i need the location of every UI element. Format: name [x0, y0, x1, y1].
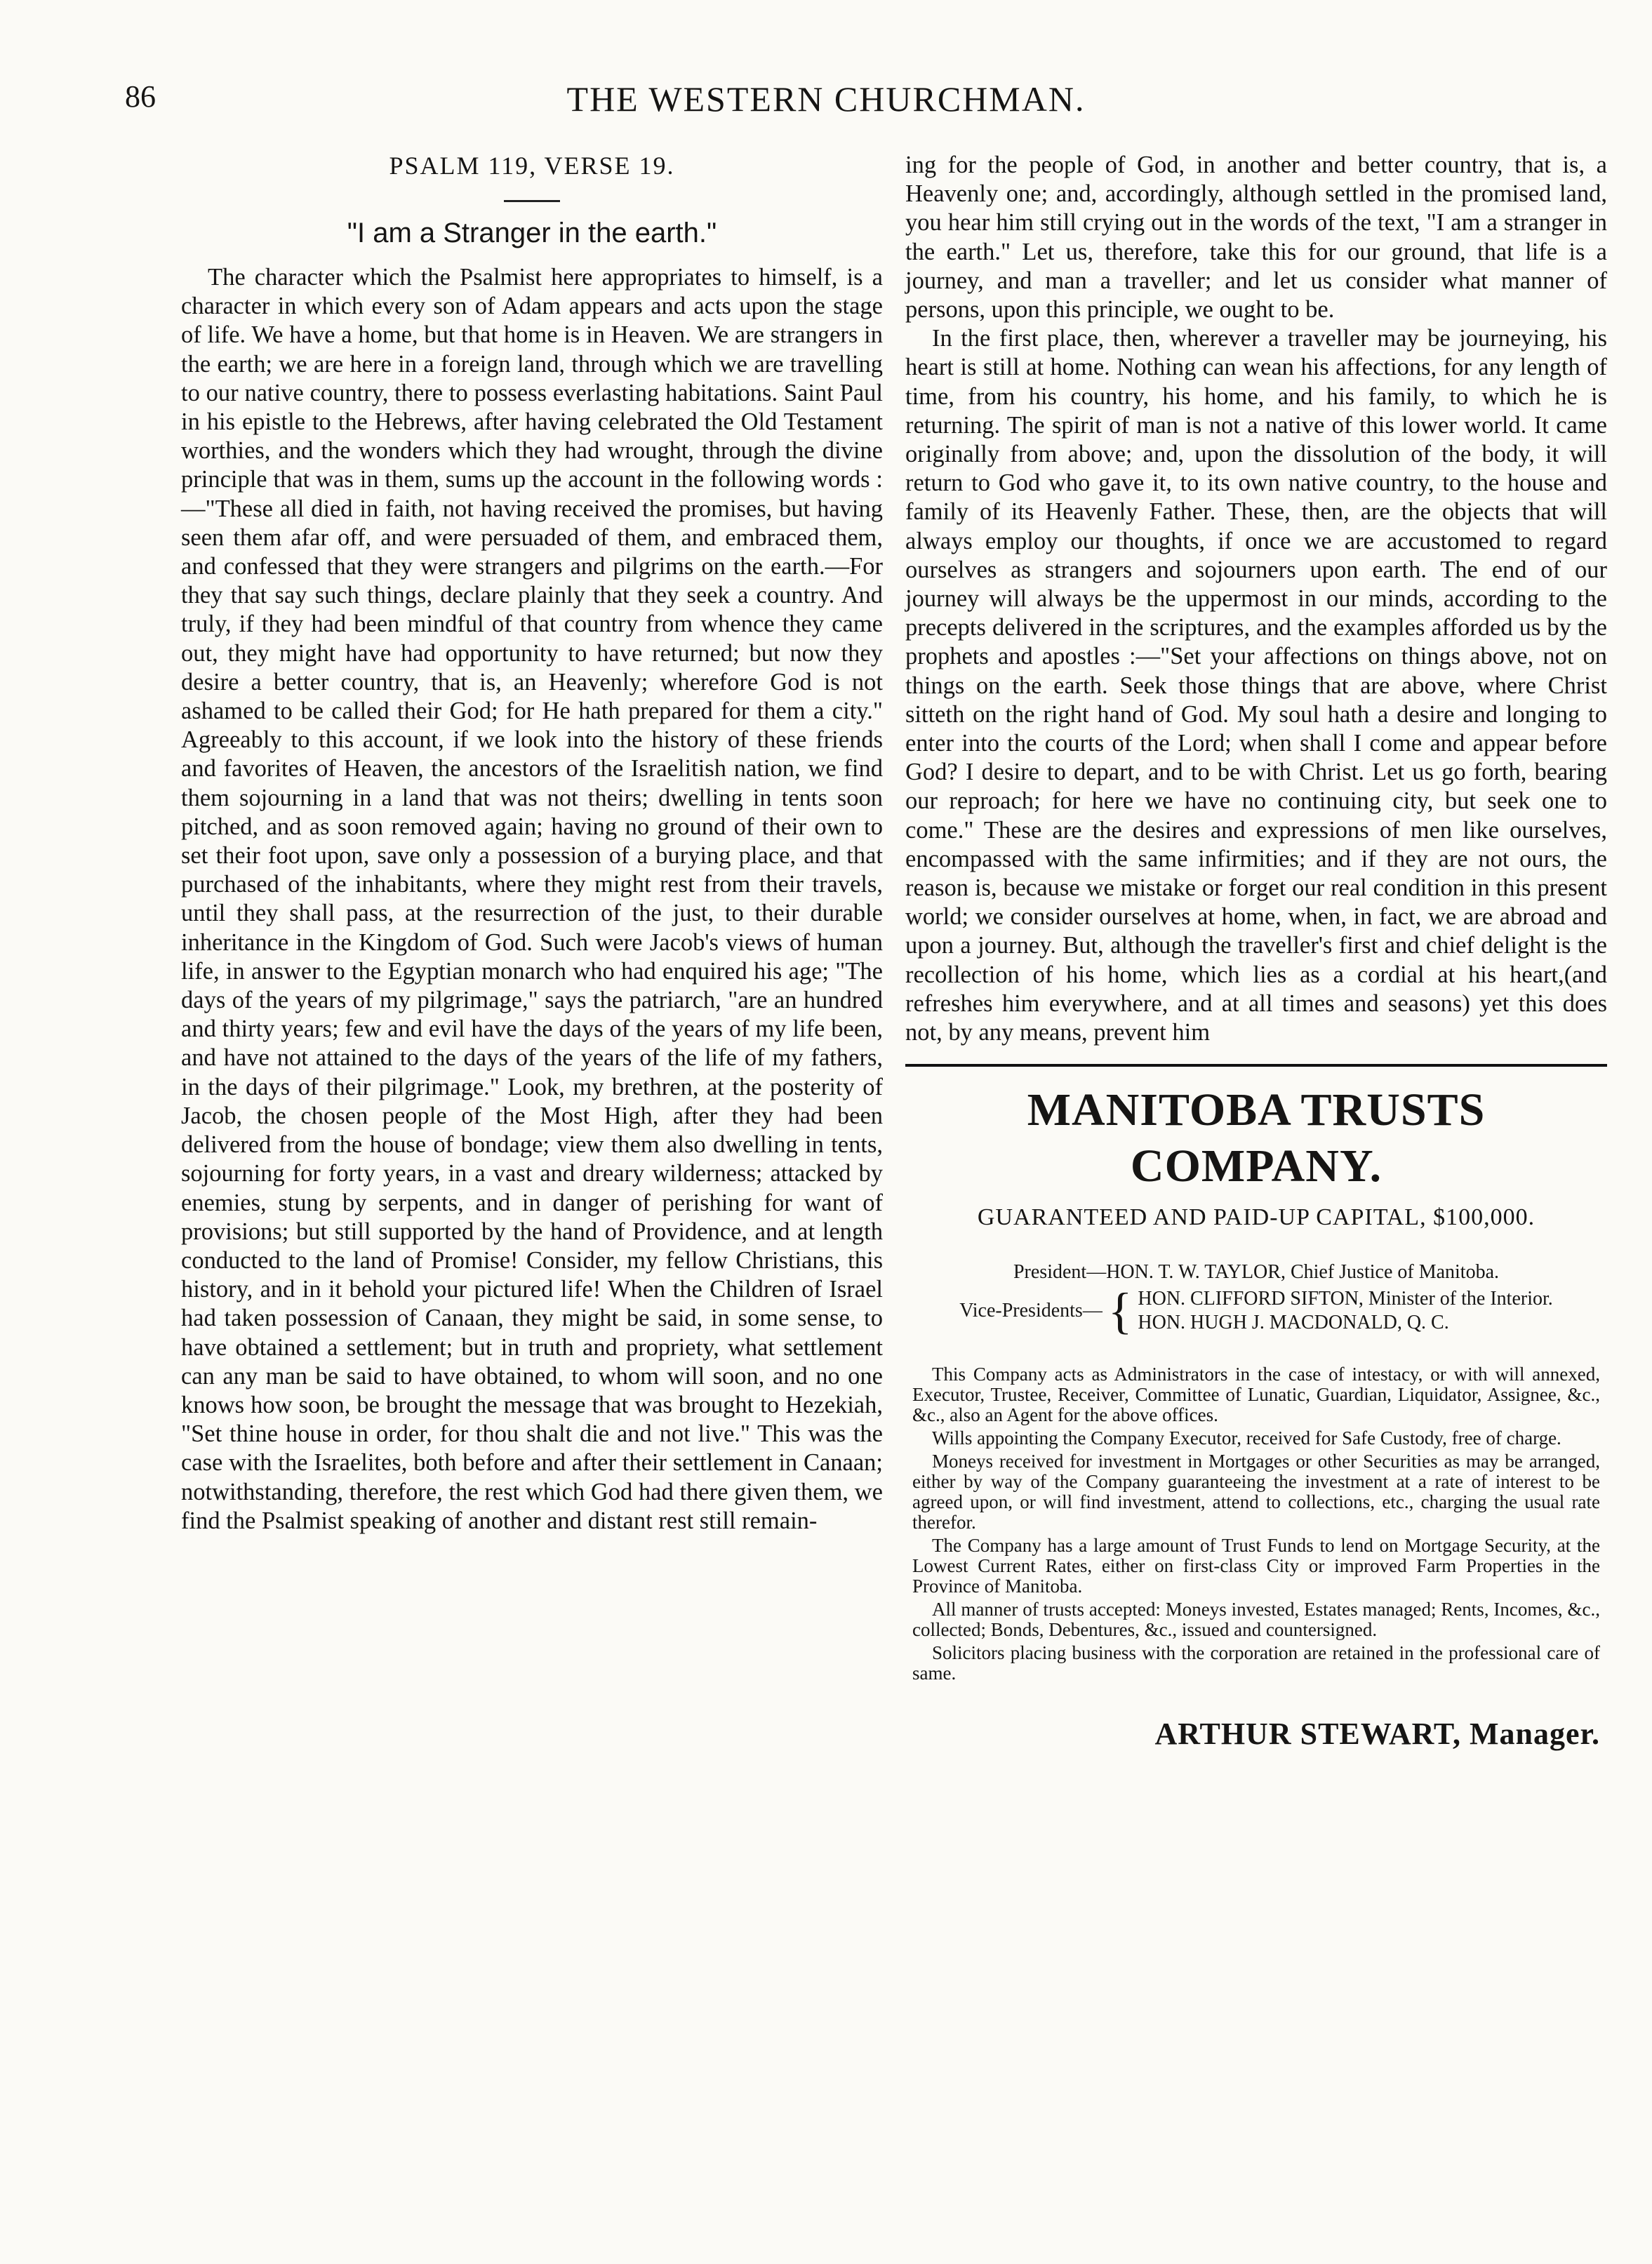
- ad-paragraph: All manner of trusts accepted: Moneys invested, Estates managed; Rents, Incomes, &c., collected; Bonds, Debentures, &c., issued and countersigned.: [912, 1599, 1600, 1641]
- vice-presidents: [912, 1283, 1600, 1340]
- brace-icon: {: [1107, 1283, 1133, 1340]
- left-column: [181, 151, 883, 1536]
- ad-title: MANITOBA TRUSTS COMPANY.: [1027, 1084, 1486, 1192]
- advertisement: [905, 1082, 1607, 1752]
- article-paragraph: The character which the Psalmist here appropriates to himself, is a character in which every son of Adam appears and acts upon the stage of life. We have a home, but that home is in Heaven. We are strangers in the earth; we are here in a foreign land, through which we are travelling to our native country, there to possess everlasting habitations. Saint Paul in his epistle to the Hebrews, after having celebrated the Old Testament worthies, and the wonders which they had wrought, through the divine principle that was in them, sums up the account in the following words :—"These all died in faith, not having received the promises, but having seen them afar off, and were persuaded of them, and embraced them, and confessed that they were strangers and pilgrims on the earth.—For they that say such things, declare plainly that they seek a country. And truly, if they had been mindful of that country from whence they came out, they might have had opportunity to have returned; but now they desire a better country, that is, an Heavenly; wherefore God is not ashamed to be called their God; for He hath prepared for them a city." Agreeably to this account, if we look into the history of these friends and favorites of Heaven, the ancestors of the Israelitish nation, we find them sojourning in a land that was not theirs; dwelling in tents soon pitched, and as soon removed again; having no ground of their own to set their foot upon, save only a possession of a burying place, and that purchased of the inhabitants, where they might rest from their travels, until they shall pass, at the resurrection of the just, to their durable inheritance in the Kingdom of God. Such were Jacob's views of human life, in answer to the Egyptian monarch who had enquired his age; "The days of the years of my pilgrimage," says the patriarch, "are an hundred and thirty years; few and evil have the days of the years of my life been, and have not attained to the days of the years of the life of my fathers, in the days of their pilgrimage." Look, my brethren, at the posterity of Jacob, the chosen people of the Most High, after they had been delivered from the house of bondage; view them also dwelling in tents, sojourning for forty years, in a vast and dreary wilderness; attacked by enemies, stung by serpents, and in danger of perishing for want of provisions; but still supported by the hand of Providence, and at length conducted to the land of Promise! Consider, my fellow Christians, this history, and in it behold your pictured life! When the Children of Israel had taken possession of Canaan, they might be said, in some sense, to have obtained a settlement; but in truth and propriety, what settlement can any man be said to have obtained, to whom will soon, and no one knows how soon, be brought the message that was brought to Hezekiah, "Set thine house in order, for thou shalt die and not live." This was the case with the Israelites, both before and after their settlement in Canaan; notwithstanding, therefore, the rest which God had there given them, we find the Psalmist speaking of another and distant rest still remain-: [181, 264, 883, 1534]
- ad-paragraph: This Company acts as Administrators in the case of intestacy, or with will annexed, Executor, Trustee, Receiver, Committee of Lunatic, Guardian, Liquidator, Assignee, &c., &c., also an Agent for the above offices.: [912, 1364, 1600, 1426]
- vice-president: HON. CLIFFORD SIFTON, Minister of the Interior.: [1138, 1288, 1553, 1310]
- ad-president: President—HON. T. W. TAYLOR, Chief Justice of Manitoba.: [1013, 1261, 1499, 1284]
- ad-paragraph: Solicitors placing business with the corporation are retained in the professional care of same.: [912, 1642, 1600, 1684]
- right-column: [905, 151, 1607, 1752]
- article-heading: PSALM 119, VERSE 19.: [389, 152, 675, 180]
- article-paragraph: In the first place, then, wherever a traveller may be journeying, his heart is still at home. Nothing can wean his affections, for any length of time, from his country, his home, and his family, to which he is returning. The spirit of man is not a native of this lower world. It came originally from above; and, upon the dissolution of the body, it will return to God who gave it, to its own native country, to the house and family of its Heavenly Father. These, then, are the objects that will always employ our thoughts, if once we are accustomed to regard ourselves as strangers and sojourners upon earth. The end of our journey will always be the uppermost in our minds, according to the precepts delivered in the scriptures, and the examples afforded us by the prophets and apostles :—"Set your affections on things above, not on things on the earth. Seek those things that are above, where Christ sitteth on the right hand of God. My soul hath a desire and longing to enter into the courts of the Lord; when shall I come and appear before God? I desire to depart, and to be with Christ. Let us go forth, bearing our reproach; for here we have no continuing city, but seek one to come." These are the desires and expressions of men like ourselves, encompassed with the same infirmities; and if they are not ours, the reason is, because we mistake or forget our real condition in this present world; we consider ourselves at home, when, in fact, we are abroad and upon a journey. But, although the traveller's first and chief delight is the recollection of his home, which lies as a cordial at his heart,(and refreshes him everywhere, and at all times and seasons) yet this does not, by any means, prevent him: [905, 325, 1607, 1046]
- heading-rule: [504, 200, 560, 202]
- ad-paragraph: The Company has a large amount of Trust Funds to lend on Mortgage Security, at the Lowest Current Rates, either on first-class City or improved Farm Properties in the Province of Manitoba.: [912, 1535, 1600, 1597]
- ad-separator: [905, 1064, 1607, 1067]
- running-head: THE WESTERN CHURCHMAN.: [566, 79, 1086, 119]
- verse-quote: "I am a Stranger in the earth.": [347, 218, 717, 248]
- vice-list: [1138, 1287, 1552, 1335]
- ad-manager: ARTHUR STEWART, Manager.: [1154, 1717, 1600, 1752]
- ad-capital: GUARANTEED AND PAID-UP CAPITAL, $100,000.: [977, 1204, 1536, 1231]
- ad-paragraph: Moneys received for investment in Mortgages or other Securities as may be arranged, either by way of the Company guaranteeing the investment at a rate of interest to be agreed upon, or will find investment, attend to collections, etc., charging the usual rate therefor.: [912, 1451, 1600, 1533]
- vice-label: Vice-Presidents—: [959, 1300, 1103, 1322]
- vice-president: HON. HUGH J. MACDONALD, Q. C.: [1138, 1312, 1449, 1334]
- ad-body: [912, 1364, 1600, 1684]
- article-paragraph: ing for the people of God, in another and better country, that is, a Heavenly one; and, accordingly, although settled in the promised land, you hear him still crying out in the words of the text, "I am a stranger in the earth." Let us, therefore, take this for our ground, that life is a journey, and man a traveller; and let us consider what manner of persons, upon this principle, we ought to be.: [905, 152, 1607, 324]
- ad-officers: [912, 1260, 1600, 1340]
- ad-paragraph: Wills appointing the Company Executor, received for Safe Custody, free of charge.: [932, 1427, 1561, 1449]
- page-number: 86: [125, 79, 156, 114]
